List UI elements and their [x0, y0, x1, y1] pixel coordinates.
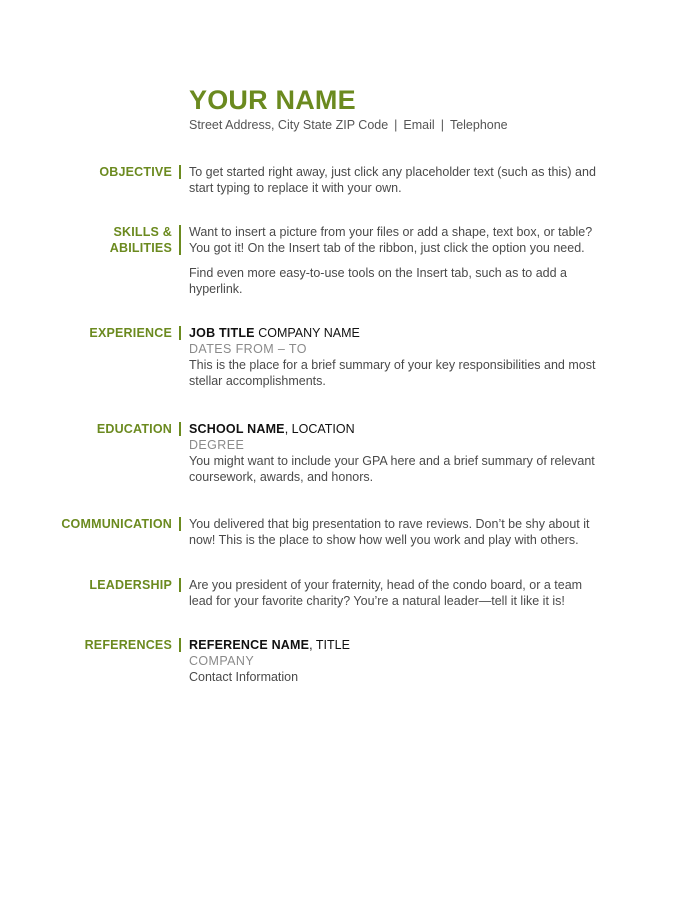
- skills-paragraph-1[interactable]: Want to insert a picture from your files or add a shape, text box, or table? You got it! On the Insert tab of the ribbon, just click the option you need.: [189, 225, 593, 255]
- experience-label: EXPERIENCE: [89, 326, 172, 340]
- reference-contact[interactable]: Contact Information: [189, 670, 299, 684]
- objective-label: OBJECTIVE: [99, 165, 172, 179]
- separator: |: [394, 118, 398, 132]
- references-body: [189, 637, 609, 685]
- communication-text[interactable]: You delivered that big presentation to rave reviews. Don’t be shy about it now! This is the place to show how well you work and play with others.: [189, 517, 590, 547]
- email-text[interactable]: Email: [403, 118, 435, 132]
- telephone-text[interactable]: Telephone: [449, 118, 508, 132]
- address-text[interactable]: Street Address, City State ZIP Code: [189, 118, 389, 132]
- section-divider-bar: [179, 638, 181, 652]
- reference-title[interactable]: , TITLE: [309, 638, 350, 652]
- section-divider-bar: [179, 165, 181, 179]
- company-name[interactable]: COMPANY NAME: [258, 326, 360, 340]
- skills-label-line2: ABILITIES: [109, 241, 172, 255]
- skills-paragraph-2[interactable]: Find even more easy-to-use tools on the Insert tab, such as to add a hyperlink.: [189, 266, 567, 296]
- resume-name[interactable]: YOUR NAME: [189, 85, 356, 115]
- skills-label-line1: SKILLS &: [113, 225, 172, 239]
- leadership-text[interactable]: Are you president of your fraternity, head of the condo board, or a team lead for your favorite charity? You’re a natural leader—tell it like it is!: [189, 578, 583, 608]
- section-divider-bar: [179, 578, 181, 592]
- experience-body: [189, 325, 609, 389]
- skills-label: [110, 224, 172, 256]
- communication-label: COMMUNICATION: [61, 517, 172, 531]
- skills-body: [189, 224, 609, 297]
- reference-name[interactable]: REFERENCE NAME: [189, 638, 310, 652]
- leadership-body: [189, 577, 609, 609]
- education-label: EDUCATION: [96, 422, 172, 436]
- objective-text[interactable]: To get started right away, just click any placeholder text (such as this) and start typing to replace it with your own.: [189, 165, 596, 195]
- school-heading: [189, 421, 609, 437]
- contact-line: [189, 117, 508, 133]
- job-description[interactable]: This is the place for a brief summary of your key responsibilities and most stellar accomplishments.: [189, 358, 596, 388]
- school-name[interactable]: SCHOOL NAME: [189, 422, 285, 436]
- communication-body: [189, 516, 609, 548]
- section-divider-bar: [179, 326, 181, 340]
- education-description[interactable]: You might want to include your GPA here and a brief summary of relevant coursework, awards, and honors.: [189, 454, 595, 484]
- section-divider-bar: [179, 225, 181, 255]
- reference-company[interactable]: COMPANY: [189, 654, 255, 668]
- job-title[interactable]: JOB TITLE: [189, 326, 255, 340]
- section-divider-bar: [179, 422, 181, 436]
- separator: |: [440, 118, 444, 132]
- job-dates[interactable]: DATES FROM – TO: [189, 342, 307, 356]
- section-divider-bar: [179, 517, 181, 531]
- leadership-label: LEADERSHIP: [89, 578, 172, 592]
- references-label: REFERENCES: [84, 638, 172, 652]
- objective-body: [189, 164, 609, 196]
- education-body: [189, 421, 609, 485]
- reference-heading: [189, 637, 609, 653]
- degree[interactable]: DEGREE: [189, 438, 245, 452]
- job-heading: [189, 325, 609, 341]
- school-location[interactable]: , LOCATION: [284, 422, 355, 436]
